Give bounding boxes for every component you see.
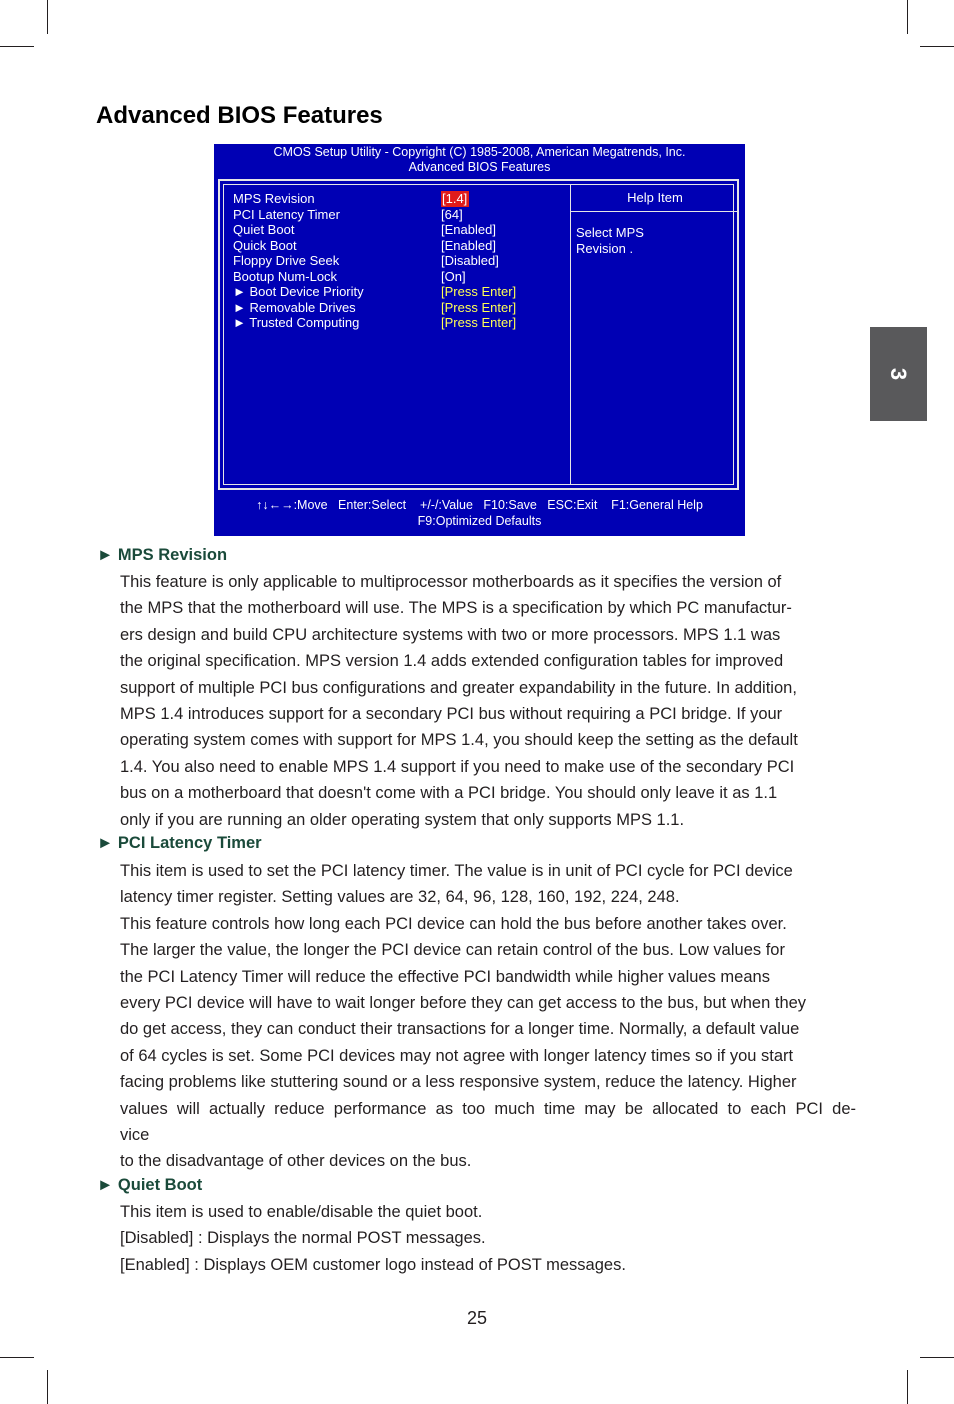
body-line: This feature controls how long each PCI device can hold the bus before another takes over. [120, 914, 787, 933]
crop-mark [907, 1370, 908, 1404]
crop-mark [907, 0, 908, 34]
crop-mark [47, 1370, 48, 1404]
bios-item-quick-boot[interactable]: Quick Boot [233, 237, 297, 253]
bios-value-bootup-num-lock[interactable]: [On] [441, 268, 466, 284]
bios-header-title: Advanced BIOS Features [408, 160, 551, 174]
body-line: the original specification. MPS version 1.4 adds extended configuration tables for improved [120, 652, 784, 671]
bios-value-quiet-boot[interactable]: [Enabled] [441, 222, 496, 237]
bios-footer-defaults: F9:Optimized Defaults [417, 514, 542, 528]
bios-footer-keys: ↑↓←→:Move Enter:Select +/-/:Value F10:Save ESC:Exit F1:General Help [256, 498, 703, 512]
bios-value-boot-device-priority[interactable]: [Press Enter] [441, 284, 517, 299]
body-line: the PCI Latency Timer will reduce the effective PCI bandwidth while higher values means [120, 967, 770, 986]
body-line: only if you are running an older operating system that only supports MPS 1.1. [120, 810, 685, 829]
bios-value-trusted-computing[interactable]: [Press Enter] [441, 315, 517, 330]
body-line: facing problems like stuttering sound or a less responsive system, reduce the latency. Higher [120, 1073, 797, 1092]
body-line: values will actually reduce performance as too much time may be allocated to each PCI de- [120, 1099, 856, 1118]
bios-item-floppy-drive-seek[interactable]: Floppy Drive Seek [233, 253, 340, 268]
crop-mark [0, 1357, 34, 1358]
help-item-title: Help Item [627, 190, 683, 205]
bios-value-floppy-drive-seek[interactable]: [Disabled] [441, 253, 499, 268]
crop-mark [47, 0, 48, 34]
bios-header-copyright: CMOS Setup Utility - Copyright (C) 1985-2008, American Megatrends, Inc. [273, 145, 686, 159]
help-title-rule [571, 211, 739, 212]
bios-item-pci-latency-timer[interactable]: PCI Latency Timer [233, 206, 340, 222]
body-line: do get access, they can conduct their transactions for a longer time. Normally, a default value [120, 1020, 800, 1039]
page-title: Advanced BIOS Features [96, 102, 383, 129]
body-line: support of multiple PCI bus configurations and greater expandability in the future. In addition, [120, 678, 797, 697]
bios-value-mps-revision[interactable]: [1.4] [442, 191, 468, 206]
body-line: This item is used to enable/disable the quiet boot. [120, 1203, 483, 1221]
body-line: of 64 cycles is set. Some PCI devices may not agree with longer latency times so if you start [120, 1046, 794, 1065]
section-body-quiet-boot [120, 1199, 856, 1278]
body-line: latency timer register. Setting values are 32, 64, 96, 128, 160, 192, 224, 248. [120, 888, 680, 907]
bios-item-trusted-computing[interactable]: ► Trusted Computing [233, 315, 360, 330]
body-line: MPS 1.4 introduces support for a secondary PCI bus without requiring a PCI bridge. If your [120, 705, 783, 724]
crop-mark [920, 46, 954, 47]
body-line: the MPS that the motherboard will use. The MPS is a specification by which PC manufactur- [120, 599, 792, 618]
body-line: [Enabled] : Displays OEM customer logo instead of POST messages. [120, 1255, 626, 1274]
body-line: The larger the value, the longer the PCI device can retain control of the bus. Low values for [120, 941, 785, 960]
body-line: This feature is only applicable to multiprocessor motherboards as it specifies the version of [120, 573, 782, 591]
body-line: vice [120, 1126, 150, 1145]
body-line: bus on a motherboard that doesn't come with a PCI bridge. You should only leave it as 1.1 [120, 784, 778, 803]
bios-item-mps-revision[interactable]: MPS Revision [233, 191, 315, 206]
bios-value-quick-boot[interactable]: [Enabled] [441, 237, 496, 253]
bios-frame [218, 179, 739, 490]
bios-frame-inner [223, 184, 734, 485]
bios-value-removable-drives[interactable]: [Press Enter] [441, 299, 517, 315]
body-line: 1.4. You also need to enable MPS 1.4 support if you need to make use of the secondary PCI [120, 757, 795, 776]
help-item-text [576, 225, 644, 256]
crop-mark [920, 1357, 954, 1358]
body-line: [Disabled] : Displays the normal POST messages. [120, 1229, 486, 1248]
bios-column-divider [570, 185, 571, 484]
chapter-tab [870, 327, 927, 421]
help-text-line: Select MPS [576, 225, 644, 240]
body-line: to the disadvantage of other devices on the bus. [120, 1152, 472, 1171]
bios-item-removable-drives[interactable]: ► Removable Drives [233, 299, 356, 315]
body-line: operating system comes with support for MPS 1.4, you should keep the setting as the default [120, 731, 798, 750]
body-line: This item is used to set the PCI latency timer. The value is in unit of PCI cycle for PCI device [120, 862, 793, 880]
body-line: ers design and build CPU architecture systems with two or more processors. MPS 1.1 was [120, 625, 781, 644]
section-body-pci-latency-timer [120, 858, 856, 1175]
bios-item-boot-device-priority[interactable]: ► Boot Device Priority [233, 284, 364, 299]
section-heading-pci-latency-timer: ► PCI Latency Timer [97, 834, 262, 852]
crop-mark [0, 46, 34, 47]
section-heading-quiet-boot: ► Quiet Boot [97, 1176, 203, 1194]
section-body-mps-revision [120, 569, 856, 833]
chapter-number: 3 [886, 367, 912, 381]
section-heading-mps-revision: ► MPS Revision [97, 546, 228, 564]
bios-item-bootup-num-lock[interactable]: Bootup Num-Lock [233, 268, 338, 284]
body-line: every PCI device will have to wait longer before they can get access to the bus, but when they [120, 994, 807, 1013]
page-number: 25 [466, 1308, 488, 1328]
bios-screen [214, 144, 745, 536]
bios-item-quiet-boot[interactable]: Quiet Boot [233, 222, 295, 237]
help-text-line: Revision . [576, 240, 634, 256]
bios-value-pci-latency-timer[interactable]: [64] [441, 206, 463, 222]
